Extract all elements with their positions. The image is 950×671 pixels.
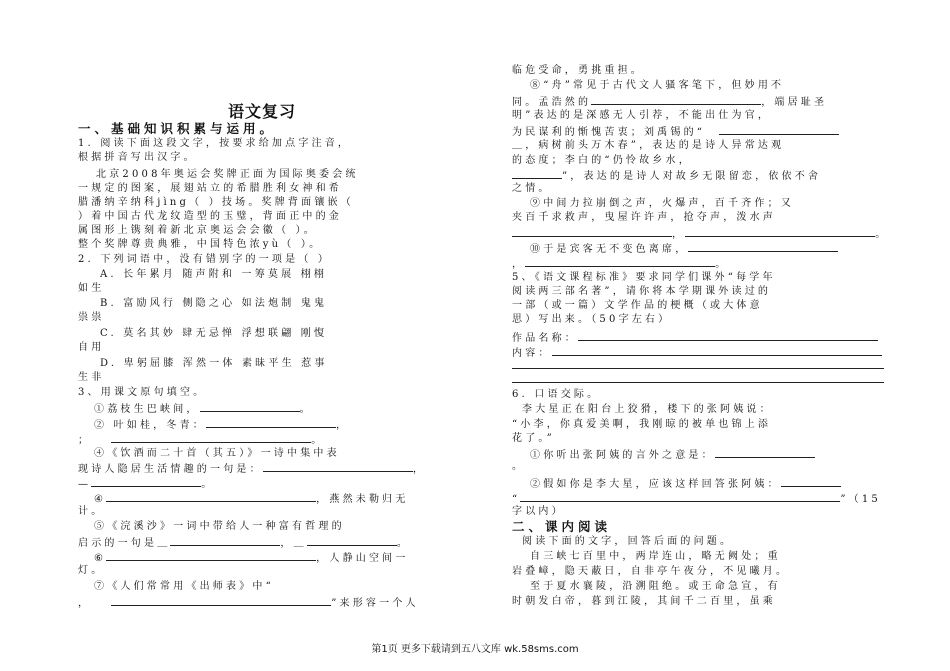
r-q9-1: ⑨中间力拉崩倒之声，火爆声，百千齐作；又 <box>530 198 794 209</box>
q2-option-c: C. 莫名其妙 肆无忌惮 浮想联翩 刚愎 <box>100 328 328 339</box>
blank[interactable] <box>206 417 336 428</box>
r-read-3: 岩叠嶂，隐天蔽日，自非亭午夜分，不见曦月。 <box>512 566 790 577</box>
r-read-4: 至于夏水襄陵，沿溯阻绝。或王命急宣，有 <box>530 581 781 592</box>
blank[interactable] <box>170 535 280 546</box>
section-heading-2: 二、课内阅读 <box>512 519 612 534</box>
passage-line-2: 一规定的图案，展翅站立的希腊胜利女神和希 <box>78 183 342 194</box>
blank[interactable] <box>520 491 840 502</box>
q1-line-2: 根据拼音写出汉字。 <box>78 152 197 163</box>
r-q10-2: ， 。 <box>512 256 728 272</box>
r-q6-a-wrap: 。 <box>512 461 526 472</box>
blank[interactable] <box>111 595 331 606</box>
blank[interactable] <box>307 535 397 546</box>
q3-item-5: ⑤《浣溪沙》一词中带给人一种富有哲理的 <box>94 521 345 532</box>
q1-line-1: 1. 阅读下面这段文字，按要求给加点字注音， <box>78 138 352 149</box>
q3-stem: 3、用课文原句填空。 <box>78 387 207 398</box>
page-footer: 第1页 更多下载请到五八文库 wk.58sms.com <box>371 644 579 655</box>
r-q6-b-2: “ ”（15 <box>512 491 881 507</box>
r-q6-a: ①你听出张阿姨的言外之意是： <box>530 447 815 463</box>
q3-item-4: ④ ，燕然未勒归无 <box>94 491 409 507</box>
content-blank[interactable] <box>512 358 884 369</box>
q2-option-b-wrap: 祟祟 <box>78 312 105 323</box>
r-q8-3: 明”表达的是深感无人引荐，不能出仕为官， <box>512 110 772 121</box>
r-q5-1: 5、《语文课程标准》要求同学们课外“每学年 <box>512 272 776 283</box>
r-q5-name: 作品名称： <box>512 330 878 346</box>
q2-option-d-wrap: 生非 <box>78 372 105 383</box>
content-blank[interactable] <box>512 372 884 383</box>
blank[interactable] <box>591 94 761 105</box>
r-q8-1: ⑧“舟”常见于古代文人骚客笔下，但妙用不 <box>530 80 785 91</box>
blank[interactable] <box>688 241 838 252</box>
q3-item-3-c: — 。 <box>78 476 214 492</box>
r-read-1: 阅读下面的文字，回答后面的问题。 <box>522 536 734 547</box>
r-q10-1: ⑩于是宾客无不变色离席， <box>530 241 838 257</box>
blank[interactable] <box>781 476 841 487</box>
q3-item-6: ⑥ ，人静山空间一 <box>94 550 409 566</box>
content-blank[interactable] <box>552 345 882 356</box>
section-heading-1: 一、基础知识积累与运用。 <box>78 121 277 136</box>
q3-item-3-b: 现诗人隐居生活情趣的一句是： ， <box>78 461 426 477</box>
blank[interactable] <box>715 447 815 458</box>
r-q6-2: “小李，你真爱美啊，我刚晾的被单也锦上添 <box>512 419 772 430</box>
passage-line-3: 腊潘纳辛纳科jìng（ ）技场。奖牌背面镶嵌（ <box>78 197 354 208</box>
blank[interactable] <box>263 461 413 472</box>
q3-item-3: ④《饮酒而二十首（其五）》一诗中集中表 <box>94 448 340 459</box>
r-q6: 6. 口语交际。 <box>512 389 601 400</box>
r-q6-3: 花了。” <box>512 433 555 444</box>
blank[interactable] <box>200 401 300 412</box>
blank[interactable] <box>91 476 201 487</box>
q2-stem: 2. 下列词语中，没有错别字的一项是（ ） <box>78 254 332 265</box>
blank[interactable] <box>719 124 839 135</box>
q3-item-2: ② 叶如桂，冬青： ， <box>94 417 349 433</box>
blank[interactable] <box>525 256 715 267</box>
blank[interactable] <box>106 491 316 502</box>
r-q5-line-2 <box>512 372 884 388</box>
r-q6-b: ②假如你是李大星，应该这样回答张阿姨： <box>530 476 841 492</box>
r-q8-2: 同。孟浩然的 ，端居耻圣 <box>512 94 827 110</box>
passage-line-6: 整个奖牌尊贵典雅，中国特色浓yù（ ）。 <box>78 239 323 250</box>
r-q6-b-3: 字以内） <box>512 506 565 517</box>
r-q6-1: 李大星正在阳台上狡猾，楼下的张阿姨说： <box>522 404 773 415</box>
r-read-2: 自三峡七百里中，两岸连山，略无阙处；重 <box>530 551 781 562</box>
blank[interactable] <box>512 168 562 179</box>
q3-item-6-wrap: 灯。 <box>78 565 105 576</box>
passage-line-4: ）着中国古代龙纹造型的玉璧，背面正中的金 <box>78 211 342 222</box>
q2-option-a-wrap: 如生 <box>78 283 105 294</box>
work-name-blank[interactable] <box>578 330 878 341</box>
r-q5-content: 内容： <box>512 345 882 361</box>
q3-item-2-wrap: ； 。 <box>78 432 324 448</box>
r-q8-5: ＿，病树前头万木春”，表达的是诗人异常达观 <box>512 140 785 151</box>
r-q8-4: 为民谋利的惭愧苦衷；刘禹锡的“ <box>512 124 839 140</box>
blank[interactable] <box>685 226 875 237</box>
q3-item-7-b: ， ”来形容一个人 <box>78 595 419 611</box>
r-q8-8: 之情。 <box>512 183 552 194</box>
r-line-0: 临危受命，勇挑重担。 <box>512 65 644 76</box>
blank[interactable] <box>106 550 316 561</box>
r-q8-6: 的态度；李白的“仍怜故乡水， <box>512 155 692 166</box>
passage-line-5: 属图形上镌刻着新北京奥运会会徽（ ）。 <box>78 225 317 236</box>
q3-item-4-wrap: 计。 <box>78 506 105 517</box>
blank[interactable] <box>111 432 311 443</box>
q3-item-7: ⑦《人们常常用《出师表》中“ <box>94 581 274 592</box>
q3-item-1: ①荔枝生巴峡间， 。 <box>94 401 313 417</box>
q2-option-c-wrap: 自用 <box>78 342 105 353</box>
page-title: 语文复习 <box>228 102 297 121</box>
passage-line-1: 北京2008年奥运会奖牌正面为国际奥委会统 <box>96 169 359 180</box>
blank[interactable] <box>512 226 672 237</box>
r-q5-3: 一部（或一篇）文学作品的梗概（或大体意 <box>512 300 763 311</box>
r-q5-2: 阅读两三部名著”，请你将本学期课外读过的 <box>512 286 772 297</box>
r-q8-7: ”，表达的是诗人对故乡无限留恋，依依不舍 <box>512 168 821 184</box>
r-q5-4: 思）写出来。（50字左右） <box>512 314 672 325</box>
r-read-5: 时朝发白帝，暮到江陵，其间千二百里，虽乘 <box>512 596 776 607</box>
q2-option-a: A. 长年累月 随声附和 一筹莫展 栩栩 <box>100 269 328 280</box>
q3-item-5-b: 启示的一句是＿ ，＿ 。 <box>78 535 410 551</box>
r-q9-2: 夹百千求救声，曳屋许许声，抢夺声，泼水声 <box>512 212 776 223</box>
q2-option-d: D. 卑躬屈膝 浑然一体 素昧平生 惹事 <box>100 358 328 369</box>
q2-option-b: B. 富励风行 侧隐之心 如法炮制 鬼鬼 <box>100 298 328 309</box>
r-q9-3: ， 。 <box>512 226 888 242</box>
